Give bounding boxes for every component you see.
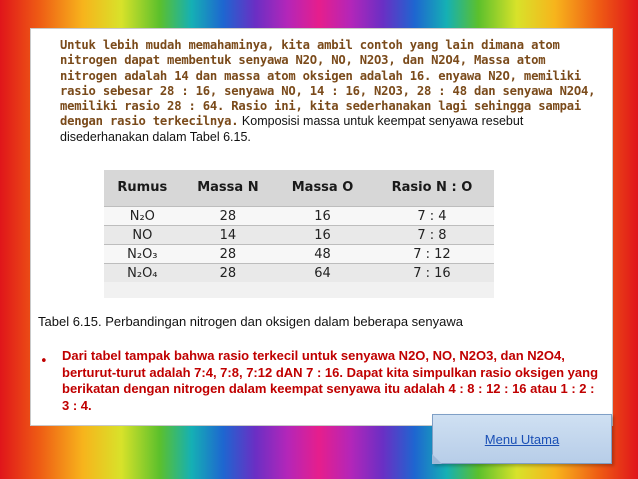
table-header: Massa O (275, 170, 370, 207)
table-caption: Tabel 6.15. Perbandingan nitrogen dan oksigen dalam beberapa senyawa (38, 314, 463, 329)
explanation-paragraph (60, 38, 600, 145)
table-cell: 7 : 8 (370, 226, 494, 245)
table-header: Rumus (104, 170, 181, 207)
table-cell: 48 (275, 245, 370, 264)
table-header: Massa N (181, 170, 275, 207)
table-cell: N₂O (104, 207, 181, 226)
table-cell: N₂O₃ (104, 245, 181, 264)
table-row (104, 207, 494, 226)
explanation-mono-text: Untuk lebih mudah memahaminya, kita ambil contoh yang lain dimana atom nitrogen dapat membentuk senyawa N2O, NO, N2O3, dan N2O4, Massa atom nitrogen adalah 14 dan massa atom oksigen adalah 16. enyawa N2O, memiliki rasio sebesar 28 : 16, senyawa NO, 14 : 16, N2O3, 28 : 48 dan senyawa N2O4, memiliki rasio 28 : 64. Rasio ini, kita sederhanakan lagi sehingga sampai dengan rasio terkecilnya. (60, 38, 596, 129)
table-cell: 16 (275, 207, 370, 226)
explanation-tail-text: Komposisi massa untuk keempat senyawa resebut disederhanakan dalam Tabel 6.15. (60, 114, 524, 144)
table-cell: NO (104, 226, 181, 245)
table-cell: N₂O₄ (104, 264, 181, 283)
table-cell: 28 (181, 207, 275, 226)
table-row (104, 245, 494, 264)
table-row (104, 264, 494, 283)
table-cell: 28 (181, 245, 275, 264)
table-cell: 28 (181, 264, 275, 283)
table-row (104, 226, 494, 245)
table-cell: 7 : 16 (370, 264, 494, 283)
conclusion-bullet: Dari tabel tampak bahwa rasio terkecil untuk senyawa N2O, NO, N2O3, dan N2O4, berturut-turut adalah 7:4, 7:8, 7:12 dAN 7 : 16. Dapat kita simpulkan rasio oksigen yang berikatan dengan nitrogen dalam keempat senyawa itu adalah 4 : 8 : 12 : 16 atau 1 : 2 : 3 : 4. (62, 348, 599, 413)
table-cell: 14 (181, 226, 275, 245)
table-cell: 64 (275, 264, 370, 283)
menu-utama-button[interactable]: Menu Utama (432, 414, 612, 464)
table-cell: 16 (275, 226, 370, 245)
table-header: Rasio N : O (370, 170, 494, 207)
table-cell: 7 : 4 (370, 207, 494, 226)
table-cell: 7 : 12 (370, 245, 494, 264)
bullet-icon: • (40, 354, 48, 369)
composition-table (104, 170, 494, 298)
